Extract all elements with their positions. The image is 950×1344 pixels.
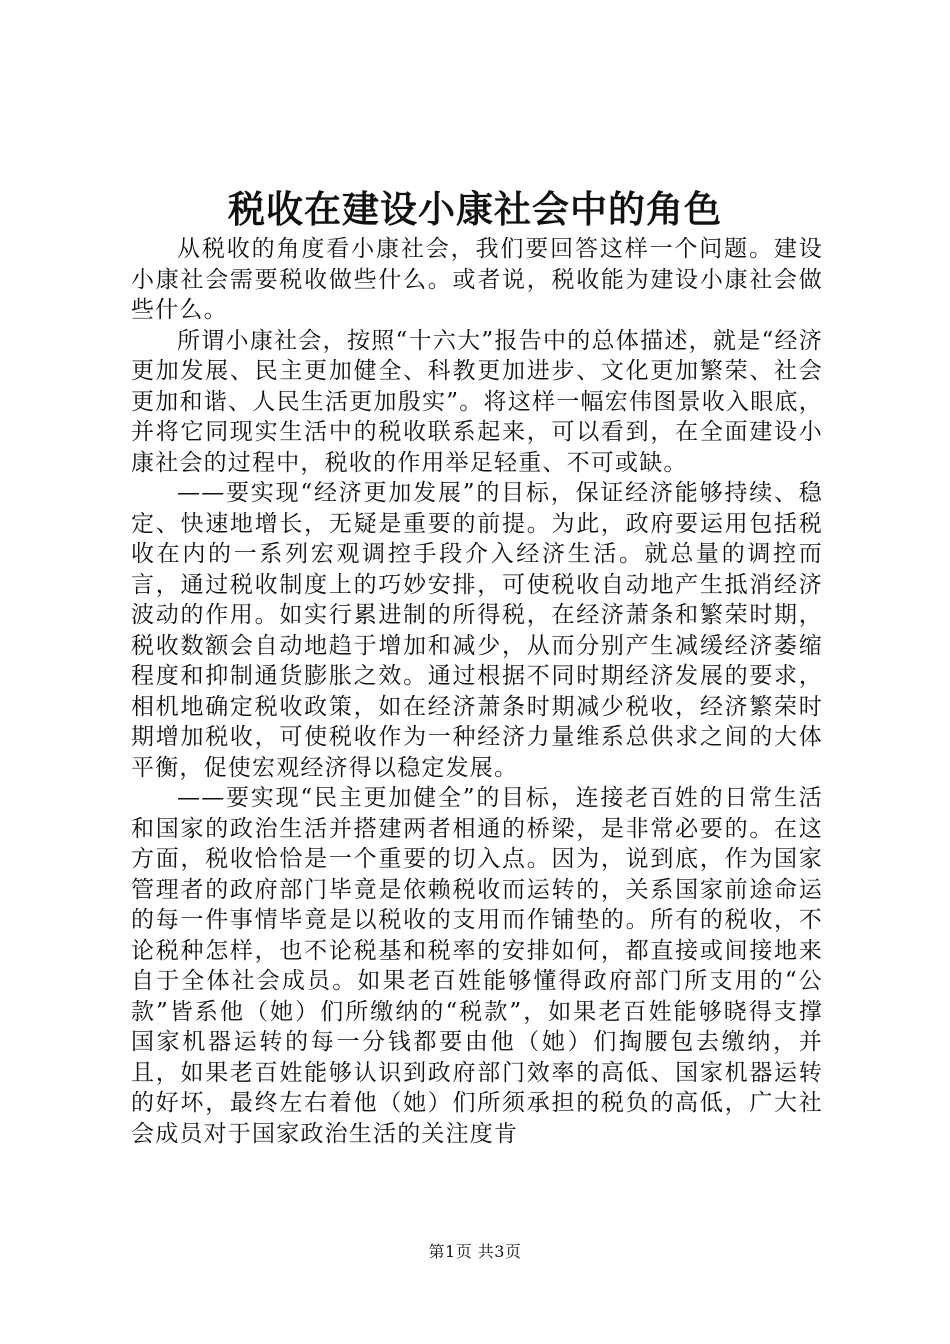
document-body [131, 234, 823, 1149]
paragraph: 从税收的角度看小康社会，我们要回答这样一个问题。建设小康社会需要税收做些什么。或者说，税收能为建设小康社会做些什么。 [131, 236, 823, 323]
document-title: 税收在建设小康社会中的角色 [228, 187, 722, 231]
paragraph: ——要实现“经济更加发展”的目标，保证经济能够持续、稳定、快速地增长，无疑是重要的前提。为此，政府要运用包括税收在内的一系列宏观调控手段介入经济生活。就总量的调控而言，通过税收制度上的巧妙安排，可使税收自动地产生抵消经济波动的作用。如实行累进制的所得税，在经济萧条和繁荣时期，税收数额会自动地趋于增加和减少，从而分别产生减缓经济萎缩程度和抑制通货膨胀之效。通过根据不同时期经济发展的要求，相机地确定税收政策，如在经济萧条时期减少税收，经济繁荣时期增加税收，可使税收作为一种经济力量维系总供求之间的大体平衡，促使宏观经济得以稳定发展。 [131, 480, 823, 781]
paragraph: 所谓小康社会，按照“十六大”报告中的总体描述，就是“经济更加发展、民主更加健全、科教更加进步、文化更加繁荣、社会更加和谐、人民生活更加殷实”。将这样一幅宏伟图景收入眼底，并将它同现实生活中的税收联系起来，可以看到，在全面建设小康社会的过程中，税收的作用举足轻重、不可或缺。 [131, 327, 823, 476]
page-footer: 第1页 共3页 [428, 1242, 522, 1261]
paragraph: ——要实现“民主更加健全”的目标，连接老百姓的日常生活和国家的政治生活并搭建两者相通的桥梁，是非常必要的。在这方面，税收恰恰是一个重要的切入点。因为，说到底，作为国家管理者的政府部门毕竟是依赖税收而运转的，关系国家前途命运的每一件事情毕竟是以税收的支用而作铺垫的。所有的税收，不论税种怎样，也不论税基和税率的安排如何，都直接或间接地来自于全体社会成员。如果老百姓能够懂得政府部门所支用的“公款”皆系他（她）们所缴纳的“税款”，如果老百姓能够晓得支撑国家机器运转的每一分钱都要由他（她）们掏腰包去缴纳，并且，如果老百姓能够认识到政府部门效率的高低、国家机器运转的好坏，最终左右着他（她）们所须承担的税负的高低，广大社会成员对于国家政治生活的关注度肯 [131, 785, 823, 1147]
